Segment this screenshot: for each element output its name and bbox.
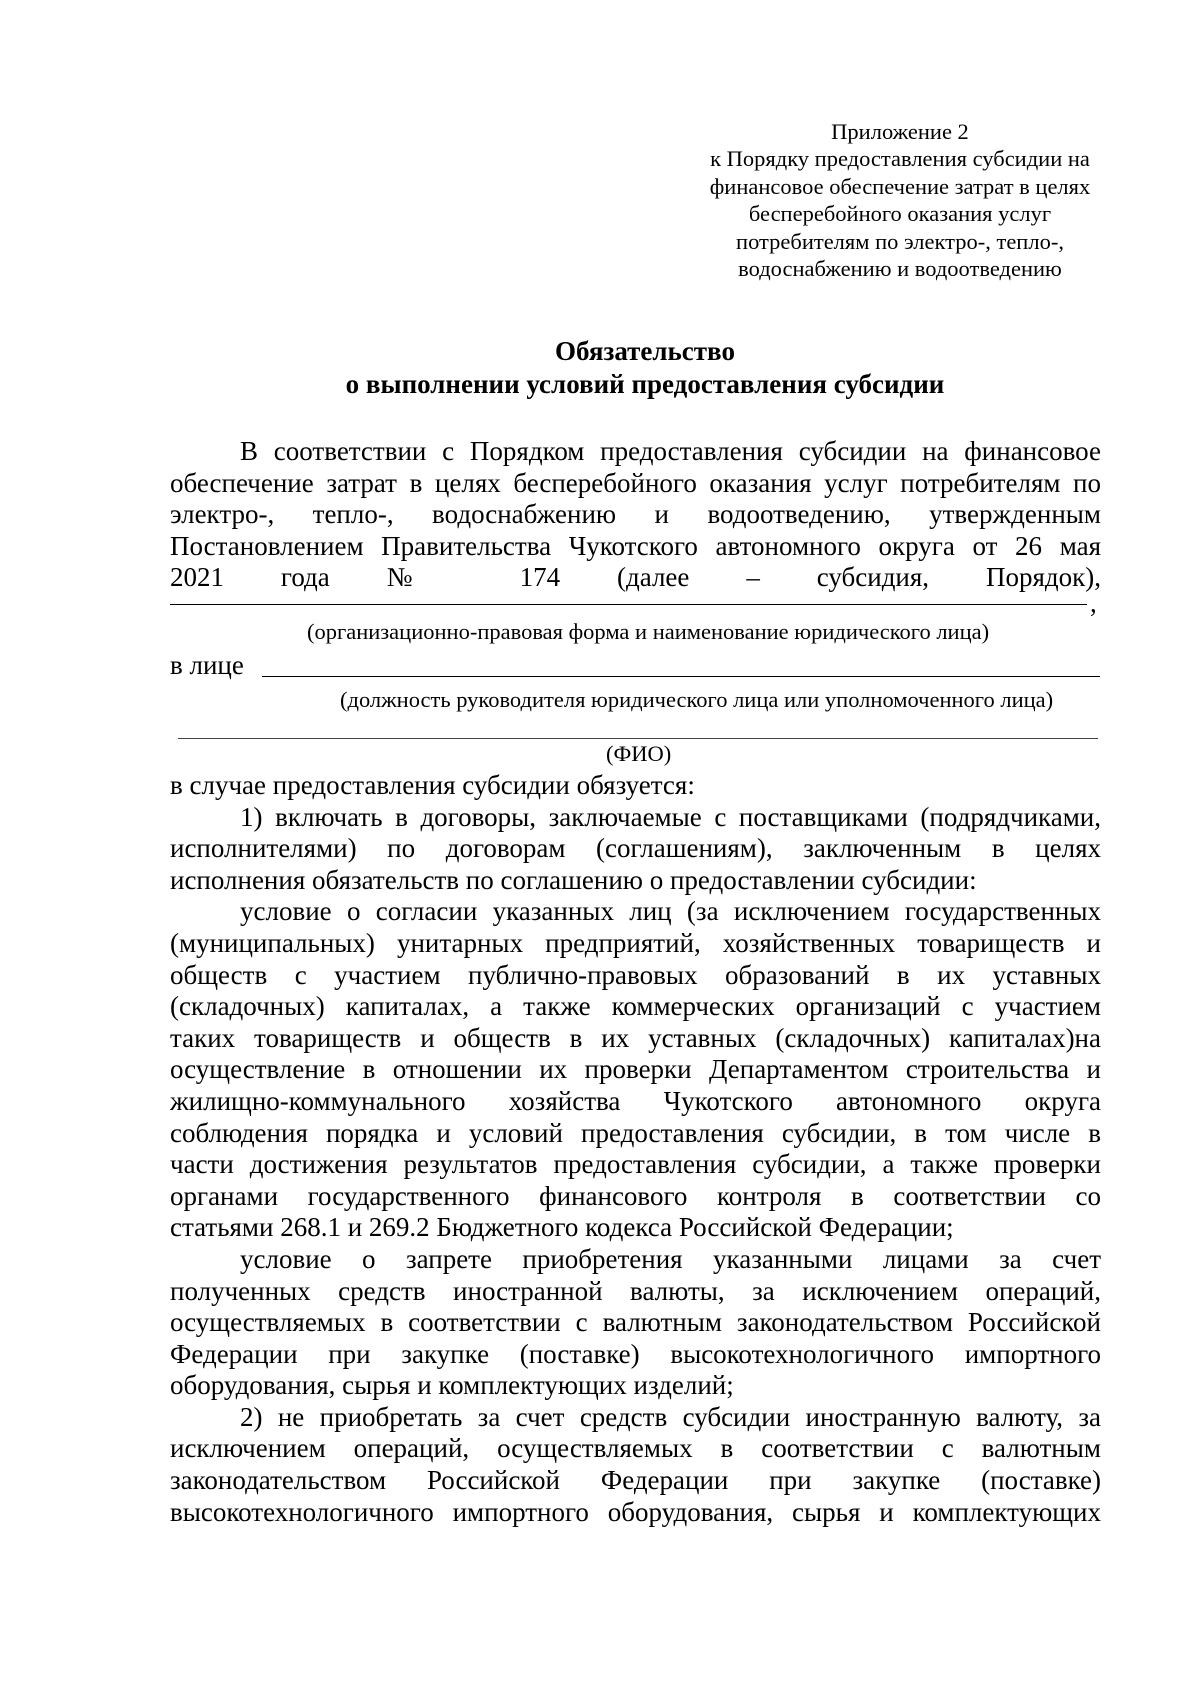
org-name-comma: ,	[1090, 588, 1097, 618]
paragraph-line: обществ с участием публично-правовых образований в их уставных	[170, 959, 1101, 990]
paragraph-line: таких товариществ и обществ в их уставных (складочных) капиталах)на	[170, 1022, 1101, 1053]
document-title: Обязательство	[555, 336, 735, 366]
paragraph-line: 1) включать в договоры, заключаемые с поставщиками (подрядчиками,	[240, 801, 1101, 832]
paragraph-line: в случае предоставления субсидии обязуется:	[170, 770, 695, 800]
paragraph-line: В соответствии с Порядком предоставления субсидии на финансовое	[240, 436, 1101, 466]
paragraph-line: статьями 268.1 и 269.2 Бюджетного кодекса Российской Федерации;	[170, 1212, 954, 1243]
position-blank	[262, 676, 1100, 677]
fio-caption: (ФИО)	[606, 741, 672, 766]
appendix-line: водоснабжению и водоотведению	[738, 256, 1062, 282]
org-name-caption: (организационно-правовая форма и наименование юридического лица)	[307, 619, 990, 644]
paragraph-line: 2021 года № 174 (далее – субсидия, Порядок),	[170, 562, 1101, 593]
paragraph-line: обеспечение затрат в целях бесперебойного оказания услуг потребителям по	[170, 467, 1101, 498]
paragraph-line: Постановлением Правительства Чукотского автономного округа от 26 мая	[170, 530, 1101, 561]
paragraph-line: части достижения результатов предоставления субсидии, а также проверки	[170, 1149, 1101, 1180]
org-name-blank	[170, 604, 1087, 605]
paragraph-line: высокотехнологичного импортного оборудования, сырья и комплектующих	[170, 1496, 1101, 1527]
paragraph-line: Федерации при закупке (поставке) высокотехнологичного импортного	[170, 1338, 1101, 1369]
obligations-paragraph	[170, 770, 1101, 1528]
paragraph-line: органами государственного финансового контроля в соответствии со	[170, 1180, 1101, 1211]
paragraph-line: условие о согласии указанных лиц (за исключением государственных	[240, 896, 1101, 927]
appendix-line: бесперебойного оказания услуг	[748, 201, 1052, 227]
paragraph-line: 2) не приобретать за счет средств субсидии иностранную валюту, за	[240, 1401, 1101, 1432]
paragraph-line: оборудования, сырья и комплектующих изделий;	[170, 1370, 734, 1401]
appendix-line: к Порядку предоставления субсидии на	[710, 146, 1090, 172]
paragraph-line: исполнителями) по договорам (соглашениям), заключенным в целях	[170, 833, 1101, 864]
v-lice-label: в лице	[170, 650, 244, 680]
paragraph-line: соблюдения порядка и условий предоставления субсидии, в том числе в	[170, 1117, 1101, 1148]
paragraph-line: (складочных) капиталах, а также коммерческих организаций с участием	[170, 991, 1101, 1022]
paragraph-line: законодательством Российской Федерации при закупке (поставке)	[170, 1465, 1101, 1496]
appendix-line: Приложение 2	[831, 119, 969, 144]
appendix-header	[690, 118, 1110, 282]
document-subtitle: о выполнении условий предоставления субсидии	[345, 369, 945, 399]
paragraph-line: электро-, тепло-, водоснабжению и водоотведению, утвержденным	[170, 499, 1101, 530]
paragraph-line: исключением операций, осуществляемых в соответствии с валютным	[170, 1433, 1101, 1464]
paragraph-line: исполнения обязательств по соглашению о предоставлении субсидии:	[170, 864, 977, 895]
paragraph-line: полученных средств иностранной валюты, за исключением операций,	[170, 1275, 1101, 1306]
paragraph-line: условие о запрете приобретения указанными лицами за счет	[240, 1243, 1101, 1274]
fio-blank	[178, 738, 1098, 739]
intro-paragraph	[170, 436, 1101, 594]
appendix-line: финансовое обеспечение затрат в целях	[709, 173, 1091, 199]
paragraph-line: (муниципальных) унитарных предприятий, хозяйственных товариществ и	[170, 927, 1101, 958]
paragraph-line: осуществляемых в соответствии с валютным законодательством Российской	[170, 1307, 1101, 1338]
paragraph-line: жилищно-коммунального хозяйства Чукотского автономного округа	[170, 1085, 1101, 1116]
position-caption: (должность руководителя юридического лица или уполномоченного лица)	[340, 687, 1054, 712]
appendix-line: потребителям по электро-, тепло-,	[736, 228, 1064, 254]
paragraph-line: осуществление в отношении их проверки Департаментом строительства и	[170, 1054, 1101, 1085]
